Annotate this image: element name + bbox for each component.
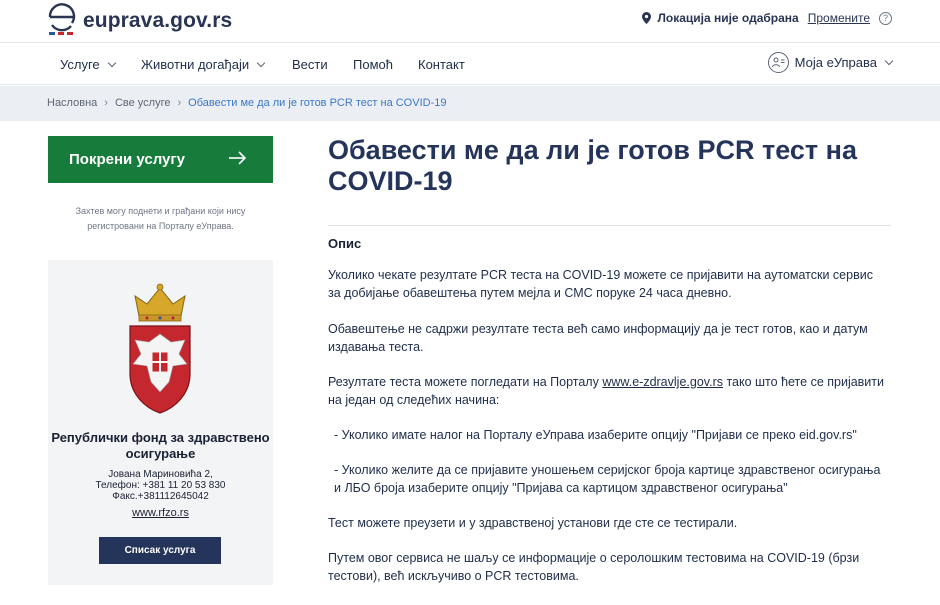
registration-note: Захтев могу поднети и грађани који нису регистровани на Порталу еУправа.: [75, 206, 246, 231]
chevron-down-icon: [885, 56, 893, 64]
location-status: Локација није одабрана: [657, 11, 799, 25]
arrow-right-icon: [229, 151, 247, 165]
breadcrumb-all-services[interactable]: Све услуге: [114, 97, 171, 109]
list-item: - Уколико желите да се пријавите уношењем серијског броја картице здравственог осигурања и ЛБО броја изаберите опцију "Пријава са картицом здравственог осигурања": [334, 463, 881, 495]
institution-name: Републички фонд за здравствено осигурање: [51, 430, 270, 461]
user-avatar-icon: [768, 52, 789, 73]
serbian-coat-of-arms-icon: [125, 282, 195, 414]
paragraph-portal: [328, 373, 888, 409]
page-title: Обавести ме да ли је готов PCR тест на COVID-19: [328, 135, 857, 196]
location-pin-icon: [642, 12, 651, 24]
breadcrumb-separator: ›: [104, 97, 108, 109]
paragraph-intro: Уколико чекате резултате PCR теста на COVID-19 можете се пријавити на аутоматски сервис за добијање обавештења путем мејла и СМС поруке 24 часа дневно.: [328, 268, 873, 300]
top-bar: [0, 0, 940, 42]
nav-label: Помоћ: [353, 57, 393, 72]
paragraph-pickup: Тест можете преузети и у здравственој установи где сте се тестирали.: [328, 516, 738, 530]
divider: [328, 225, 891, 226]
breadcrumb-home[interactable]: Насловна: [47, 97, 98, 109]
chevron-down-icon: [107, 58, 115, 66]
paragraph-text: Резултате теста можете погледати на Порталу: [328, 375, 603, 389]
institution-address: [48, 469, 273, 502]
institution-card: [48, 260, 273, 585]
site-logo[interactable]: [47, 1, 232, 37]
nav-label: Услуге: [60, 57, 100, 72]
ezdravlje-link[interactable]: www.e-zdravlje.gov.rs: [602, 375, 723, 389]
nav-label: Контакт: [418, 57, 465, 72]
start-service-label: Покрени услугу: [69, 151, 185, 168]
nav-item-services[interactable]: [60, 57, 115, 72]
paragraph-text: тако што ћете се пријавити на један од следећих начина:: [328, 375, 885, 407]
section-heading: Опис: [328, 236, 362, 251]
my-euprava-label: Моја еУправа: [794, 55, 877, 70]
nav-item-life-events[interactable]: [141, 57, 264, 72]
paragraph-notice: Обавештење не садржи резултате теста већ само информацију да је тест готов, као и датум издавања теста.: [328, 322, 868, 354]
nav-label: Животни догађаји: [141, 57, 250, 72]
location-selector: [642, 11, 892, 25]
nav-item-contact[interactable]: [418, 57, 465, 72]
list-item: - Уколико имате налог на Порталу еУправа изаберите опцију "Пријави се преко eid.gov.rs": [334, 428, 857, 442]
chevron-down-icon: [257, 58, 265, 66]
euprava-logo-icon: [47, 1, 77, 37]
phone-line: Телефон: +381 11 20 53 830: [95, 480, 226, 491]
breadcrumb-bar: [0, 86, 940, 121]
my-euprava-menu[interactable]: [768, 52, 892, 73]
breadcrumb-current: Обавести ме да ли је готов PCR тест на COVID-19: [188, 97, 447, 109]
address-line: Јована Мариновића 2,: [108, 469, 213, 480]
change-location-link[interactable]: Промените: [807, 11, 870, 25]
breadcrumb: [47, 97, 446, 109]
institution-website-link[interactable]: www.rfzo.rs: [132, 507, 189, 519]
start-service-button[interactable]: [48, 136, 273, 183]
fax-line: Факс.+381112645042: [112, 491, 209, 502]
services-list-button[interactable]: Списак услуга: [99, 537, 221, 564]
nav-item-news[interactable]: [292, 57, 328, 72]
nav-item-help[interactable]: [353, 57, 393, 72]
paragraph-serology: Путем овог сервиса не шаљу се информације о серолошким тестовима на COVID-19 (брзи тестови), већ искључиво о PCR тестовима.: [328, 551, 860, 583]
logo-text: euprava.gov.rs: [83, 9, 233, 32]
breadcrumb-separator: ›: [177, 97, 182, 109]
help-icon[interactable]: ?: [879, 12, 892, 25]
main-navigation: [0, 42, 940, 85]
nav-label: Вести: [292, 57, 328, 72]
